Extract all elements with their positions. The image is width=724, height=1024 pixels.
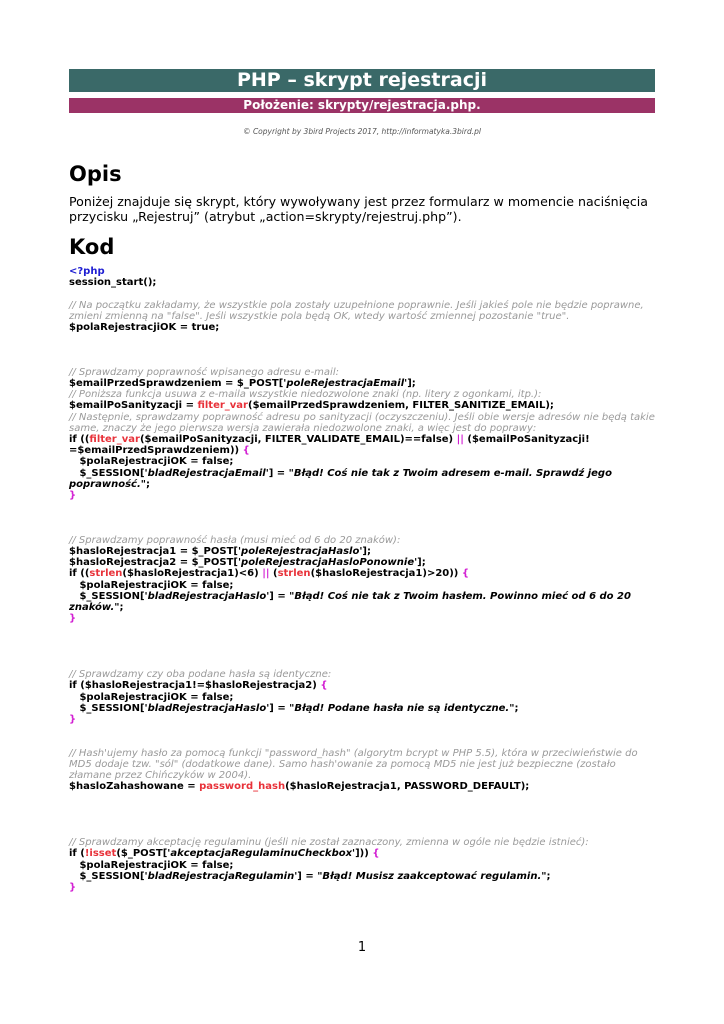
- blank-line: [69, 804, 659, 815]
- code-comment: // Sprawdzamy poprawność hasła (musi mieć od 6 do 20 znaków):: [69, 534, 401, 546]
- blank-line: [69, 815, 659, 826]
- code-line: $polaRejestracjiOK = false;: [69, 691, 234, 703]
- code-line: <?php: [69, 266, 105, 277]
- copyright-note: © Copyright by 3bird Projects 2017, http://informatyka.3bird.pl: [243, 127, 481, 136]
- code-line: $hasloZahashowane = password_hash($hasloRejestracja1, PASSWORD_DEFAULT);: [69, 781, 530, 793]
- document-subtitle: Położenie: skrypty/rejestracja.php.: [69, 98, 655, 113]
- blank-line: [69, 624, 659, 635]
- intro-paragraph: Poniżej znajduje się skrypt, który wywoływany jest przez formularz w momencie naciśnięcia przycisku „Rejestruj” (atrybut „action=skrypty/rejestruj.php”).: [69, 194, 649, 224]
- code-line: $hasloRejestracja1 = $_POST['poleRejestracjaHaslo'];: [69, 545, 371, 557]
- code-line: if ((filter_var($emailPoSanityzacji, FILTER_VALIDATE_EMAIL)==false) || ($emailPoSanityzacji! =$emailPrzedSprawdzeniem)) {: [69, 433, 594, 457]
- code-comment: // Poniższa funkcja usuwa z e-maila wszystkie niedozwolone znaki (np. litery z ogonkami, itp.):: [69, 389, 542, 401]
- code-line: if ((strlen($hasloRejestracja1)<6) || (strlen($hasloRejestracja1)>20)) {: [69, 568, 469, 580]
- code-line: $polaRejestracjiOK = true;: [69, 322, 220, 333]
- code-line: $hasloRejestracja2 = $_POST['poleRejestracjaHasloPonownie'];: [69, 557, 426, 569]
- code-line: if ($hasloRejestracja1!=$hasloRejestracja2) {: [69, 680, 328, 692]
- code-comment: // Sprawdzamy czy oba podane hasła są identyczne:: [69, 669, 332, 681]
- code-comment: // Hash'ujemy hasło za pomocą funkcji "password_hash" (algorytm bcrypt w PHP 5.5), która w przeciwieństwie do MD5 dodaje tzw. "sól" (dodatkowe dane). Samo hash'owanie za pomocą MD5 nie jest już bezpieczne (zostało złamane przez Chińczyków w 2004).: [69, 747, 641, 781]
- code-line: $polaRejestracjiOK = false;: [69, 859, 234, 871]
- blank-line: [69, 512, 659, 523]
- code-listing: [69, 266, 659, 893]
- heading-opis: Opis: [69, 162, 122, 186]
- code-comment: // Sprawdzamy akceptację regulaminu (jeśli nie został zaznaczony, zmienna w ogóle nie będzie istnieć):: [69, 837, 589, 849]
- code-line: $_SESSION['bladRejestracjaRegulamin'] = "Błąd! Musisz zaakceptować regulamin.";: [69, 870, 551, 882]
- code-line: $polaRejestracjiOK = false;: [69, 456, 234, 468]
- blank-line: [69, 647, 659, 658]
- blank-line: [69, 524, 659, 535]
- code-line: $_SESSION['bladRejestracjaHaslo'] = "Błąd! Coś nie tak z Twoim hasłem. Powinno mieć od 6 do 20 znaków.";: [69, 590, 635, 613]
- blank-line: [69, 792, 659, 803]
- blank-line: [69, 356, 659, 367]
- code-comment: // Sprawdzamy poprawność wpisanego adresu e-mail:: [69, 366, 339, 378]
- code-brace: }: [69, 613, 77, 625]
- code-brace: }: [69, 490, 77, 501]
- code-line: if (!isset($_POST['akceptacjaRegulaminuCheckbox'])) {: [69, 848, 380, 860]
- blank-line: [69, 344, 659, 355]
- code-line: $polaRejestracjiOK = false;: [69, 579, 234, 591]
- heading-kod: Kod: [69, 235, 115, 259]
- code-comment: // Na początku zakładamy, że wszystkie pola zostały uzupełnione poprawnie. Jeśli jakieś pole nie będzie poprawne, zmieni zmienną na "false". Jeśli wszystkie pola będą OK, wtedy wartość zmiennej pozostanie "true".: [69, 299, 647, 322]
- code-brace: }: [69, 881, 77, 893]
- blank-line: [69, 736, 659, 747]
- code-line: $_SESSION['bladRejestracjaHaslo'] = "Błąd! Podane hasła nie są identyczne.";: [69, 702, 519, 714]
- code-line: $emailPoSanityzacji = filter_var($emailPrzedSprawdzeniem, FILTER_SANITIZE_EMAIL);: [69, 400, 554, 412]
- blank-line: [69, 501, 659, 512]
- blank-line: [69, 725, 659, 736]
- code-line: $_SESSION['bladRejestracjaEmail'] = "Błąd! Coś nie tak z Twoim adresem e-mail. Sprawdź jego poprawność.";: [69, 467, 616, 490]
- code-comment: // Następnie, sprawdzamy poprawność adresu po sanityzacji (oczyszczeniu). Jeśli obie wersje adresów nie będą takie same, znaczy że jego pierwsza wersja zawierała niedozwolone znaki, a więc jest do poprawy:: [69, 411, 659, 434]
- blank-line: [69, 658, 659, 669]
- page-number: 1: [357, 940, 367, 955]
- code-line: $emailPrzedSprawdzeniem = $_POST['poleRejestracjaEmail'];: [69, 377, 416, 389]
- blank-line: [69, 333, 659, 344]
- blank-line: [69, 636, 659, 647]
- blank-line: [69, 288, 659, 299]
- code-line: session_start();: [69, 277, 157, 289]
- document-title: PHP – skrypt rejestracji: [69, 69, 655, 92]
- blank-line: [69, 826, 659, 837]
- code-brace: }: [69, 713, 77, 725]
